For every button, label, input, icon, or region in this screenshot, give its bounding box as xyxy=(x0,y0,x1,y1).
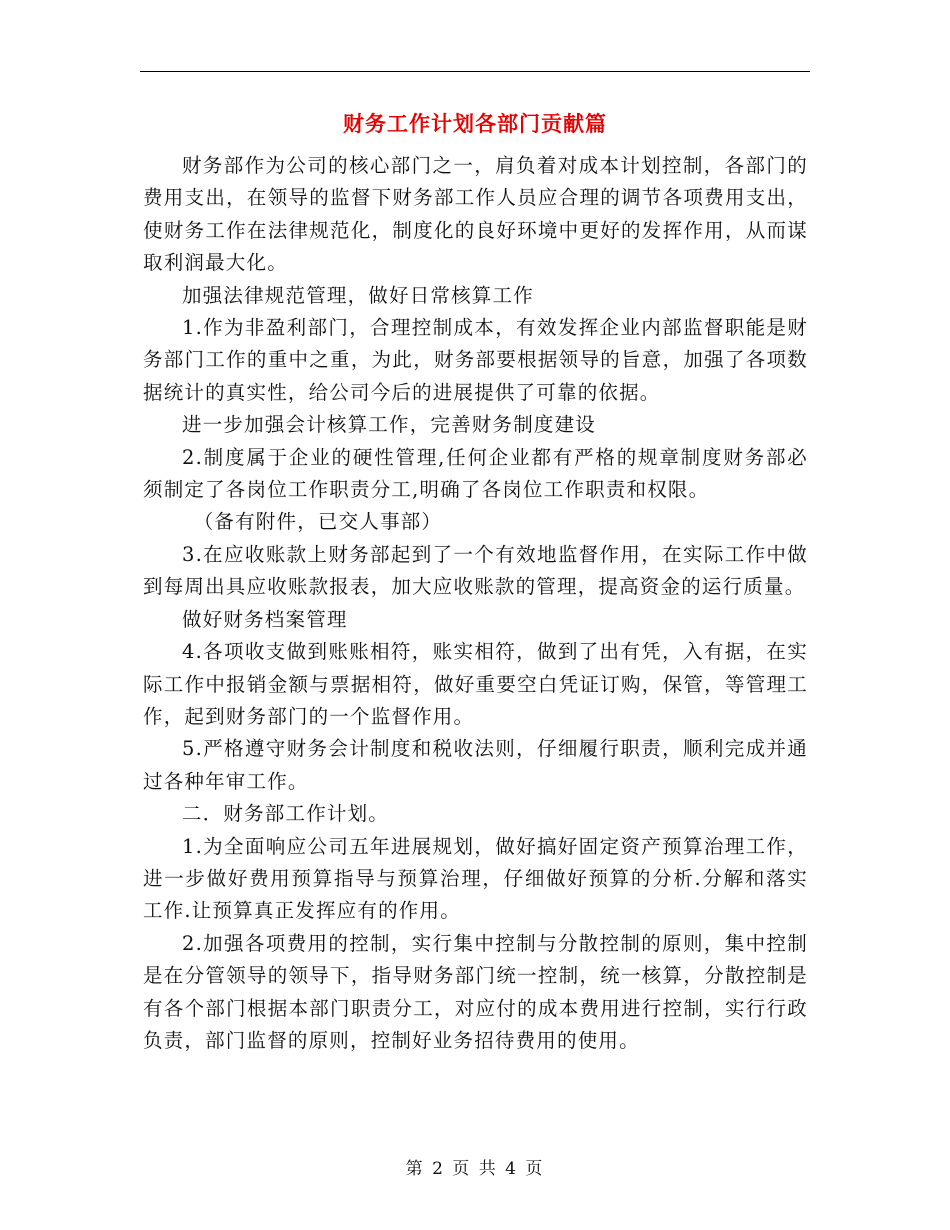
paragraph-item-5: 5.严格遵守财务会计制度和税收法则，仔细履行职责，顺利完成并通过各种年审工作。 xyxy=(143,737,808,793)
paragraph-item-3: 3.在应收账款上财务部起到了一个有效地监督作用，在实际工作中做到每周出具应收账款报表，加大应收账款的管理，提高资金的运行质量。 xyxy=(143,542,808,599)
section-heading-legal: 加强法律规范管理，做好日常核算工作 xyxy=(182,283,534,307)
paragraph-item-2: 2.制度属于企业的硬性管理,任何企业都有严格的规章制度财务部必须制定了各岗位工作职责分工,明确了各岗位工作职责和权限。 xyxy=(143,445,808,502)
section-heading-archive: 做好财务档案管理 xyxy=(182,607,348,631)
section-heading-accounting: 进一步加强会计核算工作，完善财务制度建设 xyxy=(182,413,597,437)
section-heading-plan: 二．财务部工作计划。 xyxy=(182,802,390,826)
paragraph-intro: 财务部作为公司的核心部门之一，肩负着对成本计划控制，各部门的费用支出，在领导的监督下财务部工作人员应合理的调节各项费用支出，使财务工作在法律规范化，制度化的良好环境中更好的发挥作用，从而谋取利润最大化。 xyxy=(143,154,808,275)
paragraph-item-4: 4.各项收支做到账账相符，账实相符，做到了出有凭，入有据，在实际工作中报销金额与票据相符，做好重要空白凭证订购，保管，等管理工作，起到财务部门的一个监督作用。 xyxy=(143,640,808,728)
paragraph-plan-1: 1.为全面响应公司五年进展规划，做好搞好固定资产预算治理工作，进一步做好费用预算指导与预算治理，仔细做好预算的分析.分解和落实工作.让预算真正发挥应有的作用。 xyxy=(143,834,808,923)
paragraph-plan-2: 2.加强各项费用的控制，实行集中控制与分散控制的原则，集中控制是在分管领导的领导下，指导财务部门统一控制，统一核算，分散控制是有各个部门根据本部门职责分工，对应付的成本费用进行控制，实行行政负责，部门监督的原则，控制好业务招待费用的使用。 xyxy=(143,931,808,1052)
page-footer: 第 2 页 共 4 页 xyxy=(405,1159,545,1179)
document-title: 财务工作计划各部门贡献篇 xyxy=(343,111,607,136)
header-rule xyxy=(140,71,810,72)
paragraph-note: （备有附件，已交人事部） xyxy=(193,510,443,534)
document-body xyxy=(143,150,808,1057)
paragraph-item-1: 1.作为非盈利部门，合理控制成本，有效发挥企业内部监督职能是财务部门工作的重中之重，为此，财务部要根据领导的旨意，加强了各项数据统计的真实性，给公司今后的进展提供了可靠的依据。 xyxy=(143,316,808,404)
